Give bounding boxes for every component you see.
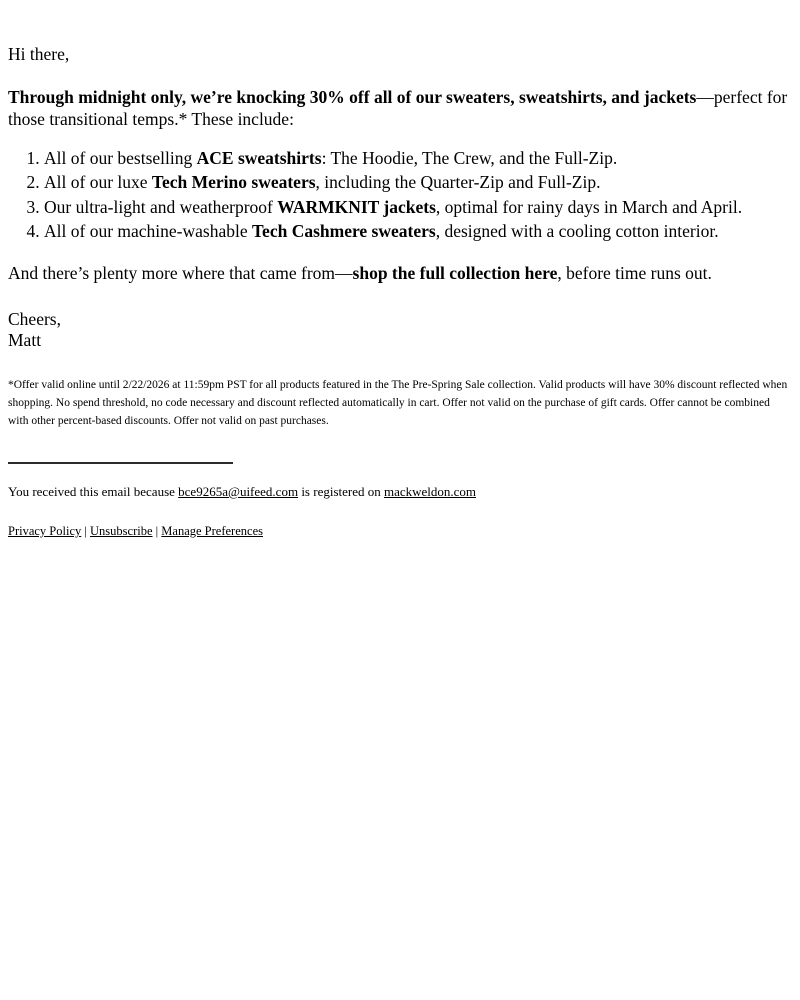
list-item (44, 197, 792, 218)
list-item-product: WARMKNIT jackets (277, 196, 436, 217)
footer-separator: | (152, 523, 162, 538)
footer-divider (8, 462, 233, 464)
list-item-lead: All of our bestselling (44, 148, 197, 169)
list-item-tail: , designed with a cooling cotton interior. (435, 221, 719, 242)
list-item-lead: All of our machine-washable (44, 221, 252, 242)
signature (8, 309, 792, 352)
product-list (8, 148, 792, 242)
signoff-name: Matt (8, 330, 42, 351)
list-item-product: Tech Merino sweaters (151, 172, 316, 193)
offer-disclaimer: *Offer valid online until 2/22/2026 at 11:59pm PST for all products featured in the The Pre-Spring Sale collection. Valid products will have 30% discount reflected when shopping. No spend threshold, no code necessary and discount reflected automatically in cart. Offer not valid on the purchase of gift cards. Offer cannot be combined with other percent-based discounts. Offer not valid on past purchases. (8, 379, 788, 428)
list-item-lead: Our ultra-light and weatherproof (44, 196, 278, 217)
list-item (44, 148, 792, 169)
unsubscribe-link[interactable]: Unsubscribe (90, 523, 153, 538)
registration-notice (8, 484, 792, 501)
registration-lead: You received this email because (8, 483, 179, 499)
list-item-product: Tech Cashmere sweaters (251, 221, 436, 242)
promo-subtext: —perfect for those transitional temps.* These include: (8, 87, 788, 129)
promo-paragraph (8, 87, 792, 130)
footer-links (8, 523, 792, 539)
cta-paragraph (8, 263, 792, 284)
list-item-tail: , including the Quarter-Zip and Full-Zip. (315, 172, 601, 193)
footer-separator: | (81, 523, 91, 538)
cta-tail-text: , before time runs out. (557, 263, 712, 284)
list-item-tail: , optimal for rainy days in March and April. (435, 196, 743, 217)
promo-headline: Through midnight only, we’re knocking 30% off all of our sweaters, sweatshirts, and jackets (8, 87, 697, 108)
signoff-closing: Cheers, (8, 308, 61, 329)
list-item-product: ACE sweatshirts (196, 148, 322, 169)
list-item (44, 172, 792, 193)
cta-lead-text: And there’s plenty more where that came from— (8, 263, 353, 284)
sender-domain-link[interactable]: mackweldon.com (383, 483, 477, 499)
list-item-lead: All of our luxe (44, 172, 152, 193)
registration-middle: is registered on (298, 483, 384, 499)
recipient-email-link[interactable]: bce9265a@uifeed.com (178, 483, 299, 499)
greeting-text: Hi there, (8, 44, 70, 64)
manage-preferences-link[interactable]: Manage Preferences (161, 523, 263, 538)
list-item (44, 221, 792, 242)
privacy-policy-link[interactable]: Privacy Policy (8, 523, 82, 538)
list-item-tail: : The Hoodie, The Crew, and the Full-Zip. (321, 148, 618, 169)
shop-collection-link[interactable]: shop the full collection here (352, 263, 558, 284)
